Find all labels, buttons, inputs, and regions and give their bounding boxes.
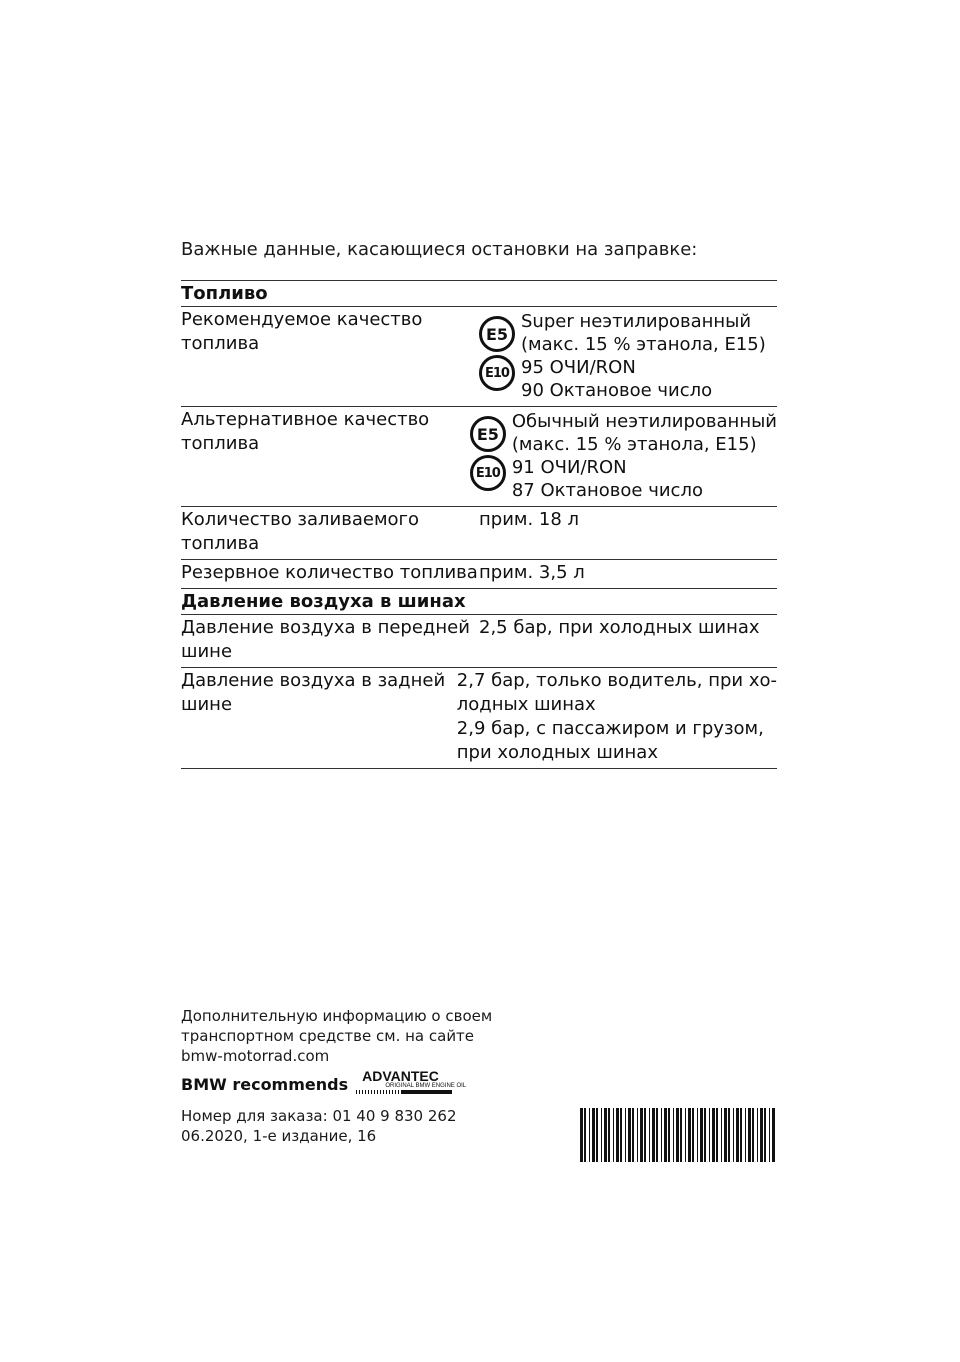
barcode-bar xyxy=(625,1108,626,1162)
footer-info xyxy=(181,1006,501,1066)
bmw-recommends-text: BMW recommends xyxy=(181,1075,349,1094)
barcode-bar xyxy=(664,1108,667,1162)
barcode-bar xyxy=(676,1108,679,1162)
barcode-bar xyxy=(640,1108,643,1162)
barcode-bar xyxy=(644,1108,646,1162)
alternative-fuel-text xyxy=(512,410,777,502)
tyre-section-title: Давление воздуха в шинах xyxy=(181,591,466,612)
barcode-bar xyxy=(649,1108,650,1162)
fuel-line: Обычный неэтилированный xyxy=(511,411,777,432)
barcode-bar xyxy=(616,1108,619,1162)
barcode-bar xyxy=(584,1108,586,1162)
rear-tyre-row xyxy=(181,668,777,769)
fuel-line: (макс. 15 % этанола, E15) xyxy=(511,434,757,455)
barcode-bar xyxy=(697,1108,698,1162)
barcode-bar xyxy=(620,1108,622,1162)
fuel-capacity-row xyxy=(181,507,777,560)
rear-tyre-line: лодных шинах xyxy=(456,694,596,715)
front-tyre-label xyxy=(181,615,479,667)
front-tyre-label-line: шине xyxy=(181,641,233,662)
barcode-bar xyxy=(728,1108,730,1162)
barcode-bar xyxy=(656,1108,658,1162)
fuel-line: 90 Октановое число xyxy=(521,380,713,401)
barcode-bar xyxy=(628,1108,631,1162)
e5-badge-icon: E5 xyxy=(470,416,506,452)
footer-info-line: транспортном средстве см. на сайте xyxy=(181,1027,475,1045)
front-tyre-row xyxy=(181,615,777,668)
e10-badge-icon: E10 xyxy=(479,355,515,391)
barcode-bar xyxy=(764,1108,766,1162)
barcode-bar xyxy=(580,1108,583,1162)
barcode-bar xyxy=(752,1108,754,1162)
barcode-bar xyxy=(632,1108,634,1162)
barcode-bar xyxy=(613,1108,614,1162)
rear-tyre-line: 2,9 бар, с пассажиром и грузом, xyxy=(456,718,764,739)
barcode-bar xyxy=(608,1108,610,1162)
order-number: Номер для заказа: 01 40 9 830 262 xyxy=(181,1107,457,1125)
barcode-bar xyxy=(692,1108,694,1162)
brand-row xyxy=(181,1066,467,1096)
fuel-badges xyxy=(479,310,521,402)
barcode-bar xyxy=(760,1108,763,1162)
alternative-fuel-row xyxy=(181,407,777,507)
data-table xyxy=(181,280,777,769)
fuel-reserve-value: прим. 3,5 л xyxy=(479,562,585,583)
alternative-fuel-label: Альтернативное качество топлива xyxy=(181,409,430,454)
intro-text: Важные данные, касающиеся остановки на заправке: xyxy=(181,239,698,260)
barcode-bar xyxy=(740,1108,742,1162)
barcode-bar xyxy=(589,1108,590,1162)
barcode-bar xyxy=(733,1108,734,1162)
barcode-bar xyxy=(592,1108,595,1162)
advantec-logo xyxy=(356,1068,467,1096)
barcode-bar xyxy=(769,1108,770,1162)
fuel-reserve-label: Резервное количество топлива xyxy=(181,562,478,583)
barcode-bar xyxy=(704,1108,706,1162)
recommended-fuel-row xyxy=(181,307,777,407)
fuel-reserve-row xyxy=(181,560,777,589)
barcode-bar xyxy=(716,1108,718,1162)
barcode-bar xyxy=(637,1108,638,1162)
fuel-badges xyxy=(470,410,512,502)
fuel-capacity-label: Количество заливаемого топлива xyxy=(181,509,420,554)
barcode-bar xyxy=(596,1108,598,1162)
barcode-bar xyxy=(673,1108,674,1162)
barcode-bar xyxy=(757,1108,758,1162)
barcode-icon xyxy=(580,1108,777,1162)
front-tyre-label-line: Давление воздуха в передней xyxy=(181,617,470,638)
edition-info: 06.2020, 1-е издание, 16 xyxy=(181,1127,377,1145)
e10-badge-icon: E10 xyxy=(470,455,506,491)
recommended-fuel-value xyxy=(479,307,777,406)
barcode-bar xyxy=(604,1108,607,1162)
rear-tyre-line: при холодных шинах xyxy=(456,742,658,763)
footer-info-line: Дополнительную информацию о своем xyxy=(181,1007,493,1025)
advantec-logo-bar-solid xyxy=(402,1090,452,1094)
barcode-bar xyxy=(688,1108,691,1162)
barcode-bar xyxy=(601,1108,602,1162)
fuel-section-title: Топливо xyxy=(181,283,268,304)
barcode-bar xyxy=(680,1108,682,1162)
barcode-bar xyxy=(709,1108,710,1162)
barcode-bar xyxy=(661,1108,662,1162)
barcode-bar xyxy=(721,1108,722,1162)
barcode-bar xyxy=(668,1108,670,1162)
e5-badge-icon: E5 xyxy=(479,316,515,352)
barcode-bar xyxy=(772,1108,775,1162)
recommended-fuel-label: Рекомендуемое качество топлива xyxy=(181,309,423,354)
rear-tyre-label: Давление воздуха в задней шине xyxy=(181,670,446,715)
barcode-bar xyxy=(700,1108,703,1162)
advantec-logo-name: ADVANTEC xyxy=(362,1068,439,1084)
footer-website: bmw-motorrad.com xyxy=(181,1047,330,1065)
fuel-line: 91 ОЧИ/RON xyxy=(511,457,627,478)
rear-tyre-line: 2,7 бар, только водитель, при хо- xyxy=(456,670,777,691)
front-tyre-value: 2,5 бар, при холодных шинах xyxy=(479,617,760,638)
fuel-capacity-value: прим. 18 л xyxy=(479,509,580,530)
barcode-bar xyxy=(736,1108,739,1162)
fuel-section-header xyxy=(181,281,777,307)
alternative-fuel-value xyxy=(470,407,777,506)
barcode-bar xyxy=(685,1108,686,1162)
fuel-line: 87 Октановое число xyxy=(511,480,703,501)
fuel-line: Super неэтилированный xyxy=(521,311,752,332)
barcode-bar xyxy=(724,1108,727,1162)
order-info xyxy=(181,1106,501,1146)
advantec-logo-bar xyxy=(356,1090,402,1094)
barcode-bar xyxy=(652,1108,655,1162)
fuel-line: (макс. 15 % этанола, E15) xyxy=(521,334,766,355)
recommended-fuel-text xyxy=(521,310,777,402)
rear-tyre-value xyxy=(457,668,777,768)
advantec-logo-subtitle: ORIGINAL BMW ENGINE OIL xyxy=(385,1083,467,1089)
barcode-bar xyxy=(745,1108,746,1162)
tyre-section-header xyxy=(181,589,777,615)
barcode-bar xyxy=(712,1108,715,1162)
barcode-bar xyxy=(748,1108,751,1162)
fuel-line: 95 ОЧИ/RON xyxy=(521,357,636,378)
